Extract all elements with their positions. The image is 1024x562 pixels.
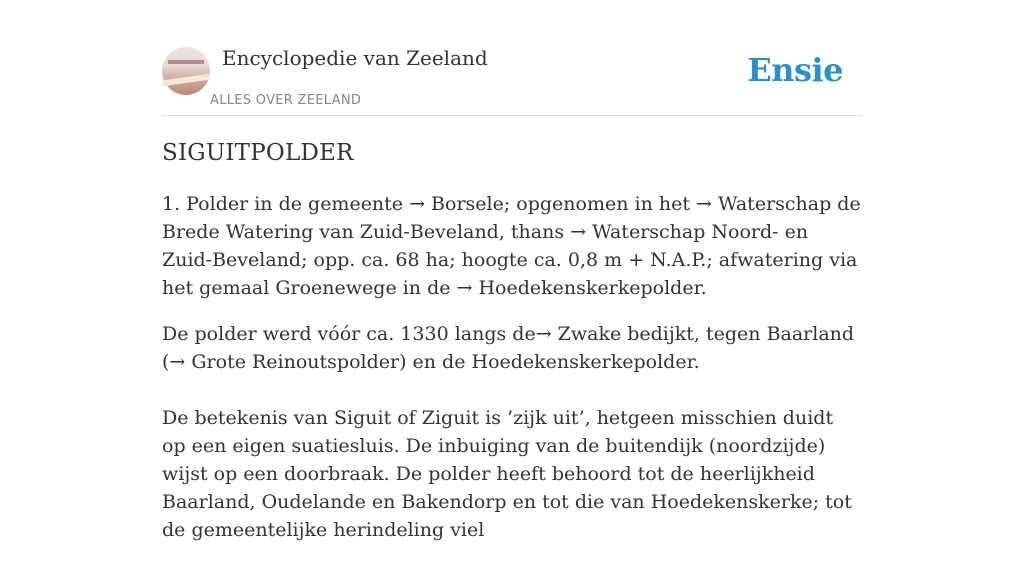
site-title-link[interactable]: Encyclopedie van Zeeland	[222, 46, 488, 70]
avatar-band	[168, 60, 204, 64]
brand-logo-link[interactable]: Ensie	[747, 51, 843, 89]
avatar-stripe	[162, 74, 210, 87]
article-content	[162, 140, 862, 562]
article-paragraph-1: 1. Polder in de gemeente → Borsele; opgenomen in het → Waterschap de Brede Watering van Zuid-Beveland, thans → Waterschap Noord- en Zuid-Beveland; opp. ca. 68 ha; hoogte ca. 0,8 m + N.A.P.; afwatering via het gemaal Groenewege in de → Hoedekenskerkepolder.	[162, 193, 861, 299]
site-tagline: ALLES OVER ZEELAND	[210, 93, 362, 108]
article-paragraph-2: De polder werd vóór ca. 1330 langs de→ Zwake bedijkt, tegen Baarland (→ Grote Reinoutspolder) en de Hoedekenskerkepolder.	[162, 323, 855, 373]
site-logo-avatar[interactable]	[162, 47, 210, 95]
site-header	[162, 40, 862, 116]
article-paragraph-3: De betekenis van Siguit of Ziguit is ’zijk uit’, hetgeen misschien duidt op een eigen suatiesluis. De inbuiging van de buitendijk (noordzijde) wijst op een doorbraak. De polder heeft behoord tot de heerlijkheid Baarland, Oudelande en Bakendorp en tot die van Hoedekenskerke; tot de gemeentelijke herindeling viel	[162, 407, 852, 541]
article-title: SIGUITPOLDER	[162, 140, 354, 166]
